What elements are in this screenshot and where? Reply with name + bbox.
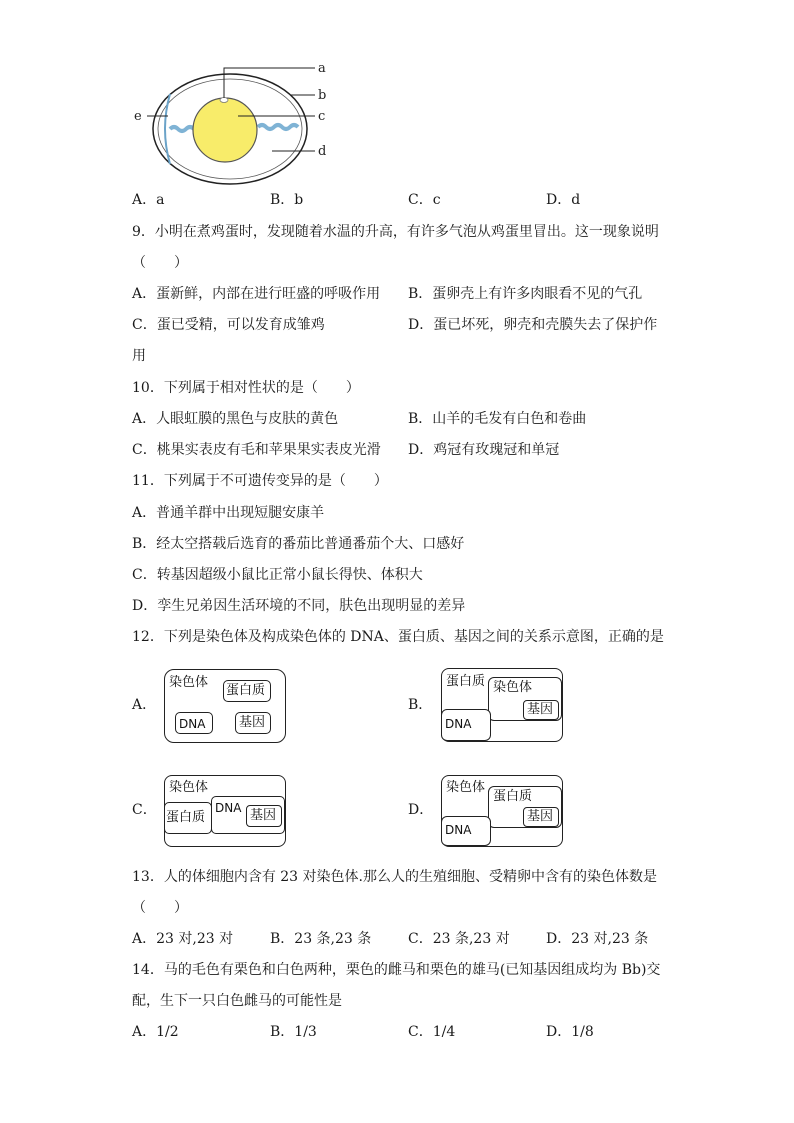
q10-option-a[interactable]: A．人眼虹膜的黑色与皮肤的黄色	[132, 411, 339, 427]
q12-a-dna-label: DNA	[179, 717, 206, 731]
q9-stem-paren: （ ）	[132, 255, 188, 271]
q13-stem-paren: （ ）	[132, 900, 188, 916]
q11-option-b[interactable]: B．经太空搭载后选育的番茄比普通番茄个大、口感好	[132, 536, 465, 552]
yolk	[193, 98, 257, 162]
q13-option-a[interactable]: A．23 对,23 对	[132, 931, 234, 947]
q12-a-protein-box	[223, 680, 271, 702]
q12-a-protein-label: 蛋白质	[226, 683, 266, 698]
q12-b-protein-label: 蛋白质	[446, 674, 486, 689]
q12-d-gene-box	[523, 807, 559, 827]
q12-c-gene-label: 基因	[250, 808, 277, 823]
q11-option-c[interactable]: C．转基因超级小鼠比正常小鼠长得快、体积大	[132, 567, 423, 583]
q11-option-d[interactable]: D．孪生兄弟因生活环境的不同，肤色出现明显的差异	[132, 598, 466, 614]
q12-c-protein-box	[164, 802, 212, 834]
q12-b-gene-box	[523, 700, 559, 720]
q14-option-c[interactable]: C．1/4	[408, 1024, 456, 1040]
q9-option-d[interactable]: D．蛋已坏死，卵壳和壳膜失去了保护作	[408, 317, 658, 333]
q12-b-chromosome-box	[488, 677, 562, 721]
q9-option-d-cont: 用	[132, 348, 146, 364]
q14-option-d[interactable]: D．1/8	[546, 1024, 594, 1040]
q9-option-c[interactable]: C．蛋已受精，可以发育成雏鸡	[132, 317, 325, 333]
egg-label-d: d	[318, 144, 327, 159]
q12-b-chromosome-label: 染色体	[493, 680, 533, 695]
q12-d-dna-box	[441, 816, 491, 846]
q12-a-gene-label: 基因	[239, 715, 266, 730]
egg-label-a: a	[318, 61, 326, 76]
q14-option-a[interactable]: A．1/2	[132, 1024, 179, 1040]
q12-d-protein-box	[488, 786, 562, 828]
q12-b-protein-box[interactable]	[441, 668, 563, 742]
q12-d-protein-label: 蛋白质	[493, 789, 533, 804]
q8-option-c[interactable]: C．c	[408, 192, 441, 208]
q10-option-c[interactable]: C．桃果实表皮有毛和苹果果实表皮光滑	[132, 442, 381, 458]
q12-d-chromosome-label: 染色体	[446, 780, 486, 795]
q13-option-d[interactable]: D．23 对,23 条	[546, 931, 649, 947]
q10-option-b[interactable]: B．山羊的毛发有白色和卷曲	[408, 411, 587, 427]
q8-option-a[interactable]: A．a	[132, 192, 165, 208]
q12-d-dna-label: DNA	[445, 823, 472, 837]
egg-label-c: c	[318, 109, 326, 124]
q12-b-gene-label: 基因	[527, 702, 554, 717]
q12-option-a-letter[interactable]: A．	[132, 697, 157, 713]
q12-option-d-letter[interactable]: D．	[408, 802, 434, 818]
q11-stem: 11．下列属于不可遗传变异的是（ ）	[132, 473, 388, 489]
germinal-disc	[220, 98, 228, 103]
q13-option-b[interactable]: B．23 条,23 条	[270, 931, 372, 947]
q12-stem: 12．下列是染色体及构成染色体的 DNA、蛋白质、基因之间的关系示意图，正确的是	[132, 629, 664, 645]
egg-diagram	[130, 58, 340, 188]
q13-option-c[interactable]: C．23 条,23 对	[408, 931, 510, 947]
q12-c-chromosome-label: 染色体	[169, 780, 209, 795]
q12-option-b-letter[interactable]: B．	[408, 697, 433, 713]
q13-stem: 13．人的体细胞内含有 23 对染色体.那么人的生殖细胞、受精卵中含有的染色体数是	[132, 869, 657, 885]
q12-c-chromosome-box[interactable]	[164, 775, 286, 847]
q14-stem: 14．马的毛色有栗色和白色两种，栗色的雌马和栗色的雄马(已知基因组成均为 Bb)交	[132, 962, 661, 978]
q12-d-gene-label: 基因	[527, 809, 554, 824]
egg-label-b: b	[318, 88, 327, 103]
q10-stem: 10．下列属于相对性状的是（ ）	[132, 380, 360, 396]
q12-c-dna-box	[211, 796, 285, 834]
q10-option-d[interactable]: D．鸡冠有玫瑰冠和单冠	[408, 442, 560, 458]
q9-stem: 9．小明在煮鸡蛋时，发现随着水温的升高，有许多气泡从鸡蛋里冒出。这一现象说明	[132, 224, 659, 240]
q12-c-protein-label: 蛋白质	[166, 810, 206, 825]
q8-option-b[interactable]: B．b	[270, 192, 304, 208]
q12-d-chromosome-box[interactable]	[441, 775, 563, 847]
q9-option-a[interactable]: A．蛋新鲜，内部在进行旺盛的呼吸作用	[132, 286, 381, 302]
q14-stem-cont: 配，生下一只白色雌马的可能性是	[132, 993, 342, 1009]
q9-option-b[interactable]: B．蛋卵壳上有许多肉眼看不见的气孔	[408, 286, 643, 302]
q8-option-d[interactable]: D．d	[546, 192, 581, 208]
q12-c-dna-label: DNA	[215, 801, 242, 815]
q12-a-dna-box	[175, 712, 213, 734]
q12-option-c-letter[interactable]: C．	[132, 802, 157, 818]
q12-a-chromosome-label: 染色体	[169, 675, 209, 690]
q12-a-gene-box	[235, 712, 271, 734]
q11-option-a[interactable]: A．普通羊群中出现短腿安康羊	[132, 505, 325, 521]
q12-b-dna-label: DNA	[445, 717, 472, 731]
egg-label-e: e	[134, 109, 142, 124]
q14-option-b[interactable]: B．1/3	[270, 1024, 317, 1040]
q12-b-dna-box	[441, 709, 491, 741]
q12-c-gene-box	[246, 805, 282, 827]
q12-a-chromosome-box[interactable]	[164, 669, 286, 743]
